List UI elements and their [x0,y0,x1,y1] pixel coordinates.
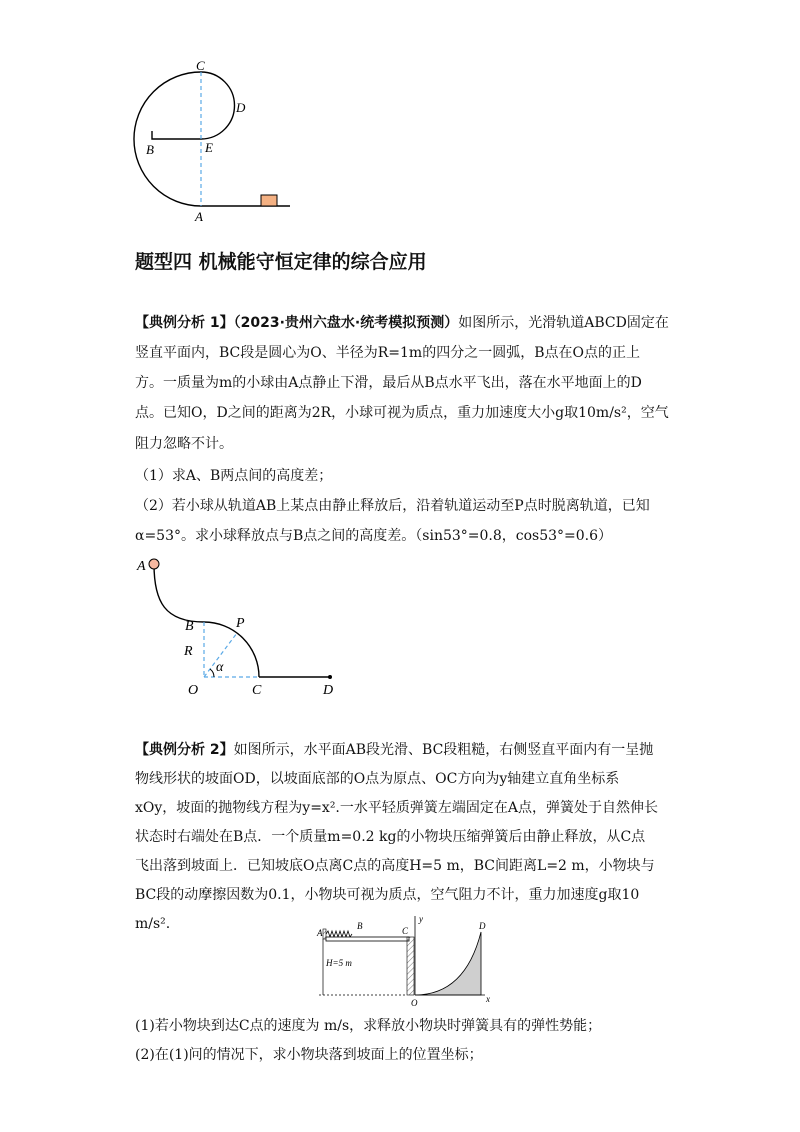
arc-track-bc [204,622,259,677]
example1-question-2-cont: α=53°。求小球释放点与B点之间的高度差。（sin53°=0.8，cos53°=0.6） [135,528,613,544]
example2-line-1 [135,740,670,760]
ball [149,559,159,569]
slope-fill [415,932,481,995]
example1-line-5: 阻力忽略不计。 [135,436,233,452]
label-o: O [188,683,199,698]
example1-line-3: 方。一质量为m的小球由A点静止下滑，最后从B点水平飞出，落在水平地面上的D [135,375,642,391]
label-o: O [411,998,418,1008]
label-r: R [184,644,193,659]
section-heading: 题型四 机械能守恒定律的综合应用 [135,251,427,273]
spring [326,931,352,937]
point-d-dot [328,675,332,679]
label-y: y [419,914,423,924]
label-c: C [252,683,262,698]
figure-loop-track [120,55,310,225]
example2-question-2: (2)在(1)问的情况下，求小物块落到坡面上的位置坐标； [135,1047,483,1063]
example1-text: 如图所示，光滑轨道ABCD固定在 [458,315,669,331]
example2-line-6: BC段的动摩擦因数为0.1，小物块可视为质点，空气阻力不计，重力加速度g取10 [135,887,640,903]
figure-arc-track [130,552,350,702]
example1-line-4: 点。已知O，D之间的距离为2R，小球可视为质点，重力加速度大小g取10m/s²，空气 [135,405,669,421]
example1-line-2: 竖直平面内，BC段是圆心为O、半径为R=1m的四分之一圆弧，B点在O点的正上 [135,345,640,361]
example2-line-3: xOy，坡面的抛物线方程为y=x².一水平轻质弹簧左端固定在A点，弹簧处于自然伸长 [135,800,658,816]
label-b: B [185,619,194,634]
label-p: P [236,616,245,631]
label-e: E [205,140,213,155]
label-d: D [323,683,334,698]
block [261,195,277,206]
label-b: B [357,921,363,931]
example2-text: 如图所示，水平面AB段光滑、BC段粗糙，右侧竖直平面内有一呈抛 [233,742,654,758]
example1-question-2: （2）若小球从轨道AB上某点由静止释放后，沿着轨道运动至P点时脱离轨道，已知 [135,498,650,514]
label-h: H=5 m [326,958,352,968]
example2-line-4: 状态时右端处在B点．一个质量m=0.2 kg的小物块压缩弹簧后由静止释放，从C点 [135,829,646,845]
example2-line-2: 物线形状的坡面OD，以坡面底部的O点为原点、OC方向为y轴建立直角坐标系 [135,771,620,787]
example2-line-7: m/s². [135,916,171,932]
label-a: A [195,209,203,224]
example2-tag: 【典例分析 2】 [135,742,234,758]
label-b: B [146,142,154,157]
example2-line-5: 飞出落到坡面上．已知坡底O点离C点的高度H=5 m，BC间距离L=2 m，小物块与 [135,858,655,874]
example1-line-1 [135,313,670,333]
example1-question-1: （1）求A、B两点间的高度差； [135,468,333,484]
example1-tag: 【典例分析 1】 [135,315,234,331]
arc-track-ab [154,564,204,622]
label-d: D [236,100,246,115]
loop-track-curve [134,72,235,206]
label-c: C [402,926,409,936]
label-alpha: α [216,660,224,675]
label-a: A [317,928,323,938]
label-d: D [479,921,486,931]
angle-arc [210,669,214,677]
label-a: A [137,559,146,574]
platform [326,937,409,941]
figure-spring-parabola [305,912,495,1012]
example2-question-1: (1)若小物块到达C点的速度为 m/s，求释放小物块时弹簧具有的弹性势能； [135,1018,602,1034]
wall-a [323,929,326,939]
label-c: C [196,58,205,73]
example1-source: （2023·贵州六盘水·统考模拟预测） [233,315,459,331]
label-x: x [486,994,490,1004]
cliff [407,937,414,995]
